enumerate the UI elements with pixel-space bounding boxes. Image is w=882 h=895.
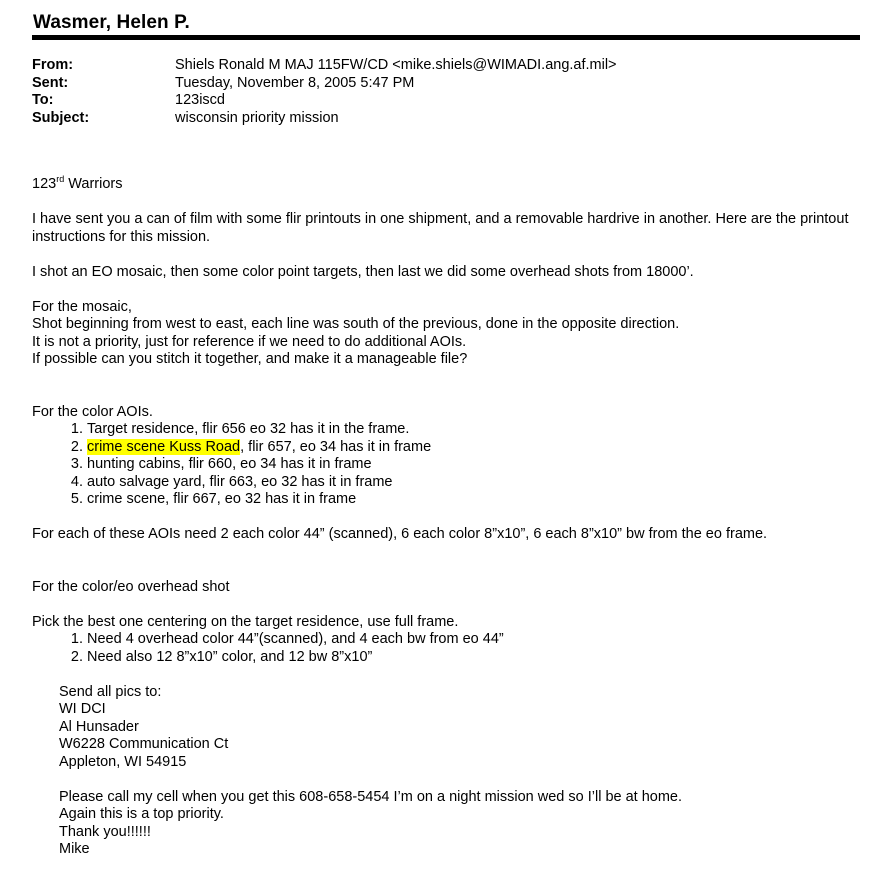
subject-label: Subject:	[32, 109, 90, 126]
email-body	[32, 176, 862, 859]
mailing-block	[32, 684, 862, 859]
greeting-text: Warriors	[64, 176, 123, 192]
send-heading: Send all pics to:	[59, 683, 162, 700]
email-header	[32, 57, 617, 127]
aoi-print-requirements: For each of these AOIs need 2 each color 44” (scanned), 6 each color 8”x10”, 6 each 8”x10” bw from the eo frame.	[32, 526, 768, 542]
highlighted-text: crime scene Kuss Road	[87, 438, 241, 455]
greeting-number: 123	[32, 176, 57, 192]
closing-line: Thank you!!!!!!	[59, 823, 151, 840]
sent-label: Sent:	[32, 74, 69, 91]
closing-line: Please call my cell when you get this 608-658-5454 I’m on a night mission wed so I’ll be at home.	[59, 788, 683, 805]
aoi-list	[32, 421, 862, 509]
aoi-heading: For the color AOIs.	[32, 403, 153, 420]
to-row	[32, 92, 617, 110]
overhead-heading: For the color/eo overhead shot	[32, 578, 230, 595]
subject-value: wisconsin priority mission	[175, 109, 339, 126]
address-line: WI DCI	[59, 701, 106, 717]
header-rule	[32, 35, 860, 40]
sent-row	[32, 75, 617, 93]
to-value: 123iscd	[175, 92, 225, 108]
paragraph-shipment: I have sent you a can of film with some flir printouts in one shipment, and a removable hardrive in another. Here are the printout instructions for this mission.	[32, 211, 849, 245]
aoi-item: 3. hunting cabins, flir 660, eo 34 has it in frame	[87, 456, 862, 474]
mosaic-line: Shot beginning from west to east, each line was south of the previous, done in the opposite direction.	[32, 316, 680, 332]
paragraph-mission-summary: I shot an EO mosaic, then some color point targets, then last we did some overhead shots from 18000’.	[32, 263, 694, 280]
address-line: Al Hunsader	[59, 718, 139, 735]
to-label: To:	[32, 92, 54, 108]
overhead-item: 2. Need also 12 8”x10” color, and 12 bw 8”x10”	[87, 649, 862, 667]
mosaic-line: If possible can you stitch it together, and make it a manageable file?	[32, 351, 468, 367]
greeting	[32, 176, 862, 194]
mosaic-heading: For the mosaic,	[32, 298, 132, 315]
from-value: Shiels Ronald M MAJ 115FW/CD <mike.shiels@WIMADI.ang.af.mil>	[175, 57, 617, 73]
address-line: Appleton, WI 54915	[59, 753, 187, 770]
address-line: W6228 Communication Ct	[59, 736, 229, 752]
aoi-item: 1. Target residence, flir 656 eo 32 has it in the frame.	[87, 421, 862, 439]
aoi-item	[87, 439, 862, 457]
mosaic-line: It is not a priority, just for reference if we need to do additional AOIs.	[32, 333, 467, 350]
aoi-item: 4. auto salvage yard, flir 663, eo 32 has it in frame	[87, 474, 862, 492]
overhead-list	[32, 631, 862, 666]
closing-line: Again this is a top priority.	[59, 806, 224, 822]
mailbox-owner-name: Wasmer, Helen P.	[33, 12, 190, 33]
overhead-item: 1. Need 4 overhead color 44”(scanned), and 4 each bw from eo 44”	[87, 631, 862, 649]
aoi-item-rest: , flir 657, eo 34 has it in frame	[240, 438, 432, 455]
greeting-ordinal: rd	[56, 174, 65, 184]
from-row	[32, 57, 617, 75]
from-label: From:	[32, 57, 74, 73]
subject-row	[32, 110, 617, 128]
sent-value: Tuesday, November 8, 2005 5:47 PM	[175, 74, 415, 91]
aoi-item: 5. crime scene, flir 667, eo 32 has it in frame	[87, 491, 862, 509]
signature-name: Mike	[59, 841, 90, 857]
overhead-instruction: Pick the best one centering on the target residence, use full frame.	[32, 613, 459, 630]
